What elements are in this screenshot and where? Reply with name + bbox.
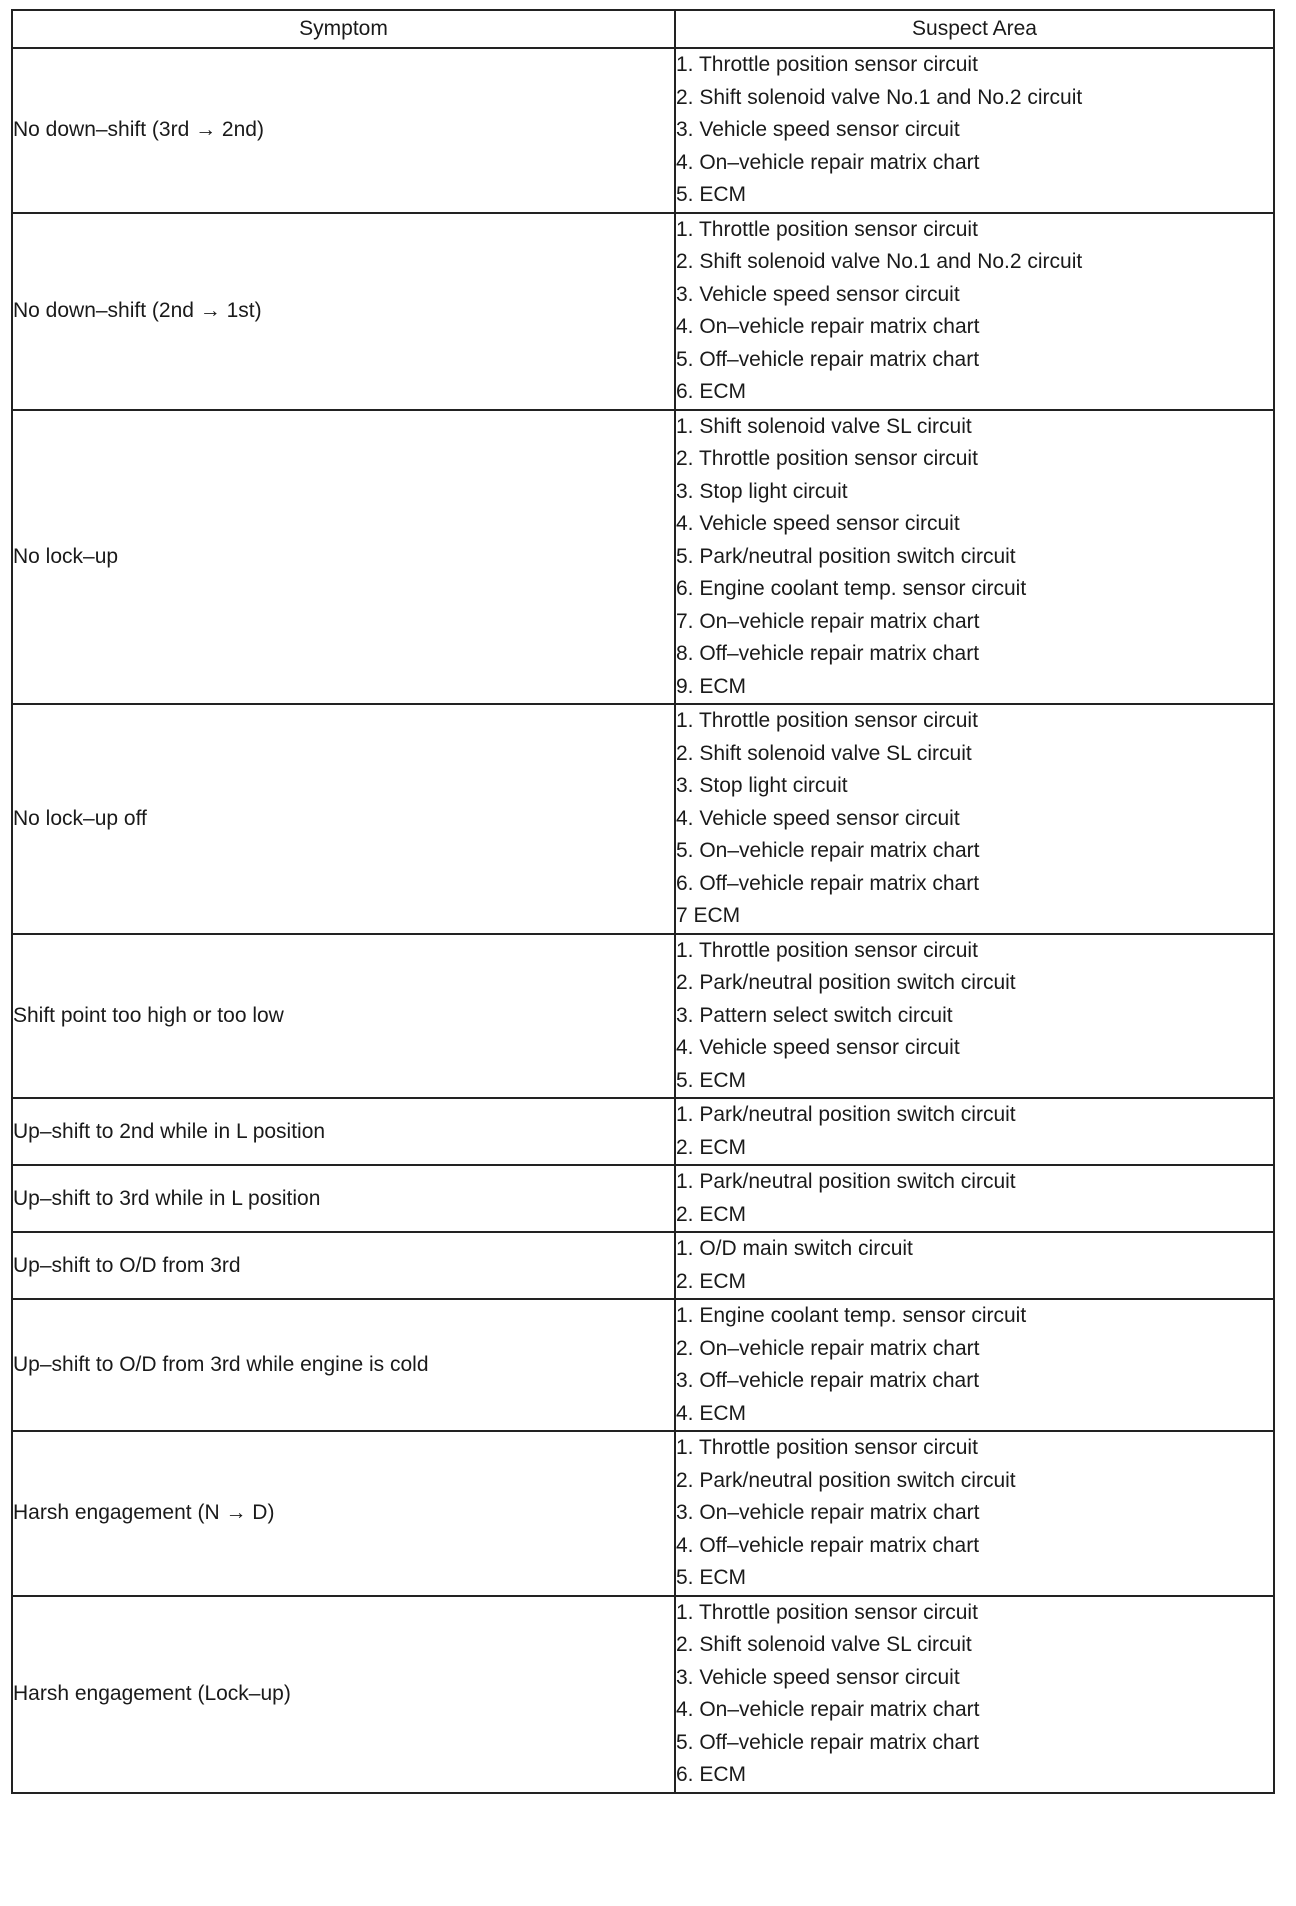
symptom-cell: [12, 704, 675, 934]
symptom-text: Harsh engagement (Lock–up): [13, 1682, 291, 1705]
suspect-area-item: 6. Off–vehicle repair matrix chart: [676, 871, 980, 895]
table-body: [12, 48, 1274, 1793]
suspect-area-item: 3. Stop light circuit: [676, 479, 848, 503]
suspect-area-cell: [675, 1299, 1274, 1431]
suspect-area-item: 3. Vehicle speed sensor circuit: [676, 282, 960, 306]
suspect-area-item: 1. Throttle position sensor circuit: [676, 709, 978, 732]
suspect-area-cell: [675, 1596, 1274, 1793]
symptom-cell: [12, 410, 675, 705]
suspect-area-cell: [675, 1431, 1274, 1596]
suspect-area-item: 6. ECM: [676, 1763, 747, 1786]
suspect-area-item: 6. Engine coolant temp. sensor circuit: [676, 577, 1027, 600]
table-row: [12, 410, 1274, 705]
suspect-area-item: 7 ECM: [676, 904, 741, 927]
suspect-area-cell: [675, 1098, 1274, 1165]
symptom-text: No lock–up: [13, 544, 119, 568]
suspect-area-cell: [675, 410, 1274, 705]
suspect-area-item: 2. Park/neutral position switch circuit: [676, 1468, 1016, 1492]
suspect-area-item: 1. Throttle position sensor circuit: [676, 53, 978, 76]
suspect-area-item: 1. Throttle position sensor circuit: [676, 938, 978, 962]
suspect-area-cell: [675, 934, 1274, 1099]
suspect-area-item: 1. Park/neutral position switch circuit: [676, 1103, 1016, 1126]
suspect-area-cell: [675, 1232, 1274, 1299]
suspect-area-item: 4. On–vehicle repair matrix chart: [676, 150, 980, 174]
suspect-area-item: 4. Vehicle speed sensor circuit: [676, 512, 960, 535]
suspect-area-item: 4. Off–vehicle repair matrix chart: [676, 1533, 980, 1557]
symptom-text: No lock–up off: [13, 806, 147, 830]
suspect-area-item: 4. Vehicle speed sensor circuit: [676, 806, 960, 830]
suspect-area-item: 1. Shift solenoid valve SL circuit: [676, 414, 972, 438]
table-row: [12, 213, 1274, 410]
symptom-cell: [12, 934, 675, 1099]
suspect-area-item: 3. Stop light circuit: [676, 774, 848, 797]
table-row: [12, 704, 1274, 934]
suspect-area-item: 2. ECM: [676, 1202, 747, 1226]
symptom-cell: [12, 1098, 675, 1165]
suspect-area-item: 1. Engine coolant temp. sensor circuit: [676, 1304, 1027, 1327]
table-row: [12, 1596, 1274, 1793]
suspect-area-item: 4. ECM: [676, 1401, 747, 1425]
suspect-area-item: 8. Off–vehicle repair matrix chart: [676, 642, 980, 665]
suspect-area-item: 2. Shift solenoid valve SL circuit: [676, 1633, 972, 1656]
suspect-area-item: 2. ECM: [676, 1269, 747, 1293]
symptom-text: Up–shift to 3rd while in L position: [13, 1186, 321, 1210]
suspect-area-item: 2. Shift solenoid valve SL circuit: [676, 741, 972, 765]
suspect-area-cell: [675, 1165, 1274, 1232]
suspect-area-item: 3. On–vehicle repair matrix chart: [676, 1501, 980, 1524]
symptom-text: No down–shift (2nd → 1st): [13, 299, 262, 322]
suspect-area-item: 4. Vehicle speed sensor circuit: [676, 1036, 960, 1059]
header-suspect-area: Suspect Area: [675, 10, 1274, 48]
symptom-cell: [12, 213, 675, 410]
suspect-area-item: 5. Off–vehicle repair matrix chart: [676, 347, 980, 371]
suspect-area-item: 4. On–vehicle repair matrix chart: [676, 1698, 980, 1721]
suspect-area-item: 1. Park/neutral position switch circuit: [676, 1170, 1016, 1193]
suspect-area-item: 2. Park/neutral position switch circuit: [676, 971, 1016, 994]
table-row: [12, 1299, 1274, 1431]
symptom-text: Shift point too high or too low: [13, 1003, 284, 1027]
suspect-area-item: 1. O/D main switch circuit: [676, 1237, 913, 1260]
suspect-area-item: 5. On–vehicle repair matrix chart: [676, 839, 980, 862]
suspect-area-item: 5. Park/neutral position switch circuit: [676, 544, 1016, 568]
suspect-area-item: 1. Throttle position sensor circuit: [676, 1436, 978, 1459]
symptom-cell: [12, 48, 675, 213]
header-symptom: Symptom: [12, 10, 675, 48]
suspect-area-item: 2. ECM: [676, 1135, 747, 1159]
suspect-area-item: 4. On–vehicle repair matrix chart: [676, 315, 980, 338]
suspect-area-item: 3. Vehicle speed sensor circuit: [676, 118, 960, 141]
suspect-area-item: 9. ECM: [676, 674, 747, 698]
table-row: [12, 934, 1274, 1099]
suspect-area-item: 3. Off–vehicle repair matrix chart: [676, 1369, 980, 1392]
symptom-cell: [12, 1232, 675, 1299]
suspect-area-item: 1. Throttle position sensor circuit: [676, 217, 978, 241]
suspect-area-item: 3. Vehicle speed sensor circuit: [676, 1665, 960, 1689]
suspect-area-item: 2. Throttle position sensor circuit: [676, 447, 978, 470]
document-page: [11, 9, 1273, 1794]
symptom-cell: [12, 1431, 675, 1596]
table-header-row: [12, 10, 1274, 48]
symptom-text: Up–shift to O/D from 3rd while engine is cold: [13, 1353, 429, 1376]
suspect-area-item: 7. On–vehicle repair matrix chart: [676, 609, 980, 633]
suspect-area-item: 1. Throttle position sensor circuit: [676, 1600, 978, 1624]
table-row: [12, 1232, 1274, 1299]
suspect-area-item: 6. ECM: [676, 380, 747, 403]
table-row: [12, 1098, 1274, 1165]
suspect-area-item: 2. On–vehicle repair matrix chart: [676, 1336, 980, 1360]
suspect-area-item: 2. Shift solenoid valve No.1 and No.2 circuit: [676, 250, 1083, 273]
suspect-area-item: 2. Shift solenoid valve No.1 and No.2 circuit: [676, 85, 1083, 109]
symptom-text: No down–shift (3rd → 2nd): [13, 118, 264, 142]
table-row: [12, 1431, 1274, 1596]
table-row: [12, 48, 1274, 213]
suspect-area-cell: [675, 213, 1274, 410]
symptom-cell: [12, 1299, 675, 1431]
suspect-area-item: 5. ECM: [676, 1566, 747, 1589]
suspect-area-cell: [675, 48, 1274, 213]
suspect-area-item: 3. Pattern select switch circuit: [676, 1003, 953, 1027]
suspect-area-cell: [675, 704, 1274, 934]
symptom-text: Harsh engagement (N → D): [13, 1501, 275, 1525]
suspect-area-item: 5. ECM: [676, 1068, 747, 1092]
table-row: [12, 1165, 1274, 1232]
symptom-text: Up–shift to 2nd while in L position: [13, 1119, 326, 1143]
symptom-cell: [12, 1165, 675, 1232]
suspect-area-item: 5. Off–vehicle repair matrix chart: [676, 1730, 980, 1754]
symptom-suspect-table: [11, 9, 1275, 1794]
suspect-area-item: 5. ECM: [676, 183, 747, 206]
symptom-text: Up–shift to O/D from 3rd: [13, 1253, 241, 1277]
symptom-cell: [12, 1596, 675, 1793]
